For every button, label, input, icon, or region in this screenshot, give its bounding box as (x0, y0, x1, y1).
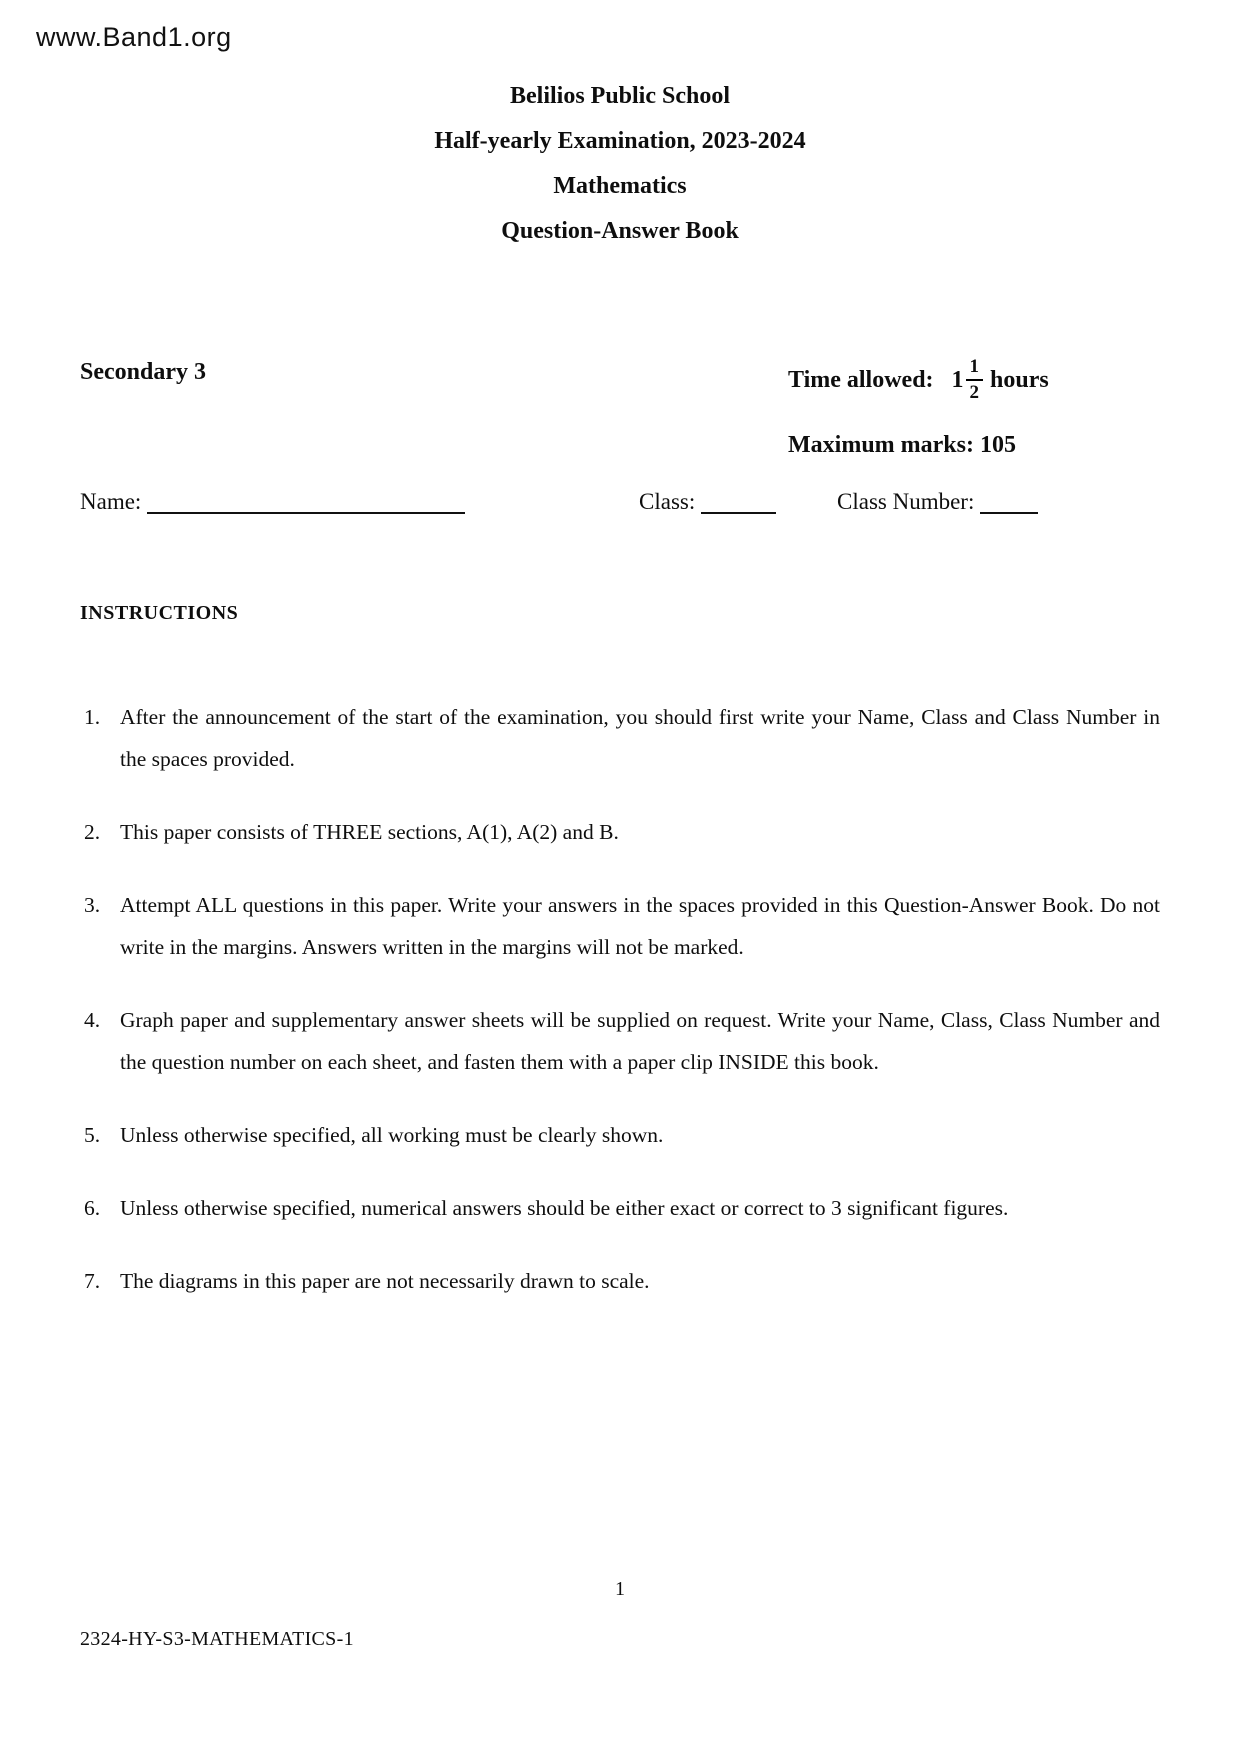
fraction-denominator: 2 (969, 382, 980, 403)
subject-title: Mathematics (553, 173, 687, 199)
time-unit: hours (990, 366, 1049, 393)
name-field-group (80, 488, 465, 515)
class-label: Class: (639, 489, 696, 514)
instruction-text: After the announcement of the start of the examination, you should first write your Name, Class and Class Number in the spaces provided. (120, 705, 1160, 771)
max-marks-label: Maximum marks: 105 (788, 432, 1016, 458)
class-field-group (639, 488, 776, 515)
time-allowed-label: Time allowed: (788, 366, 934, 393)
time-fraction (966, 356, 984, 404)
instruction-item (80, 1260, 1160, 1302)
instruction-item (80, 884, 1160, 968)
watermark-url: www.Band1.org (36, 22, 232, 52)
page-number: 1 (615, 1578, 625, 1600)
instruction-item (80, 999, 1160, 1083)
instruction-text: Attempt ALL questions in this paper. Write your answers in the spaces provided in this Question-Answer Book. Do not write in the margins. Answers written in the margins will not be marked. (120, 893, 1160, 959)
instruction-item (80, 1187, 1160, 1229)
document-code: 2324-HY-S3-MATHEMATICS-1 (80, 1628, 354, 1650)
instruction-text: This paper consists of THREE sections, A(1), A(2) and B. (120, 820, 619, 844)
instruction-text: Graph paper and supplementary answer sheets will be supplied on request. Write your Name, Class, Class Number and the question number on each sheet, and fasten them with a paper clip INSIDE this book. (120, 1008, 1160, 1074)
exam-title: Half-yearly Examination, 2023-2024 (434, 128, 806, 154)
instruction-number: 2. (84, 820, 101, 844)
instruction-number: 4. (84, 1008, 101, 1032)
book-title: Question-Answer Book (501, 218, 739, 244)
student-info-row (80, 488, 1160, 528)
instruction-number: 6. (84, 1196, 101, 1220)
instructions-heading: INSTRUCTIONS (80, 602, 239, 624)
name-label: Name: (80, 489, 142, 514)
instruction-number: 1. (84, 705, 101, 729)
time-allowed-row (788, 344, 1168, 416)
meta-right-block (788, 344, 1168, 460)
instruction-item (80, 696, 1160, 780)
class-number-label: Class Number: (837, 489, 975, 514)
instruction-number: 3. (84, 893, 101, 917)
fraction-numerator: 1 (966, 356, 984, 381)
level-label: Secondary 3 (80, 359, 206, 385)
class-number-blank-line (980, 488, 1038, 514)
instruction-text: Unless otherwise specified, numerical answers should be either exact or correct to 3 significant figures. (120, 1196, 1009, 1220)
instruction-item (80, 1114, 1160, 1156)
instructions-list (80, 696, 1160, 1333)
time-whole-number: 1 (951, 366, 964, 393)
instruction-number: 7. (84, 1269, 101, 1293)
class-blank-line (701, 488, 776, 514)
class-number-field-group (837, 488, 1038, 515)
instruction-item (80, 811, 1160, 853)
name-blank-line (147, 488, 465, 514)
instruction-text: Unless otherwise specified, all working must be clearly shown. (120, 1123, 664, 1147)
school-name: Belilios Public School (509, 83, 731, 109)
instruction-number: 5. (84, 1123, 101, 1147)
title-block (0, 74, 1240, 254)
instruction-text: The diagrams in this paper are not necessarily drawn to scale. (120, 1269, 650, 1293)
